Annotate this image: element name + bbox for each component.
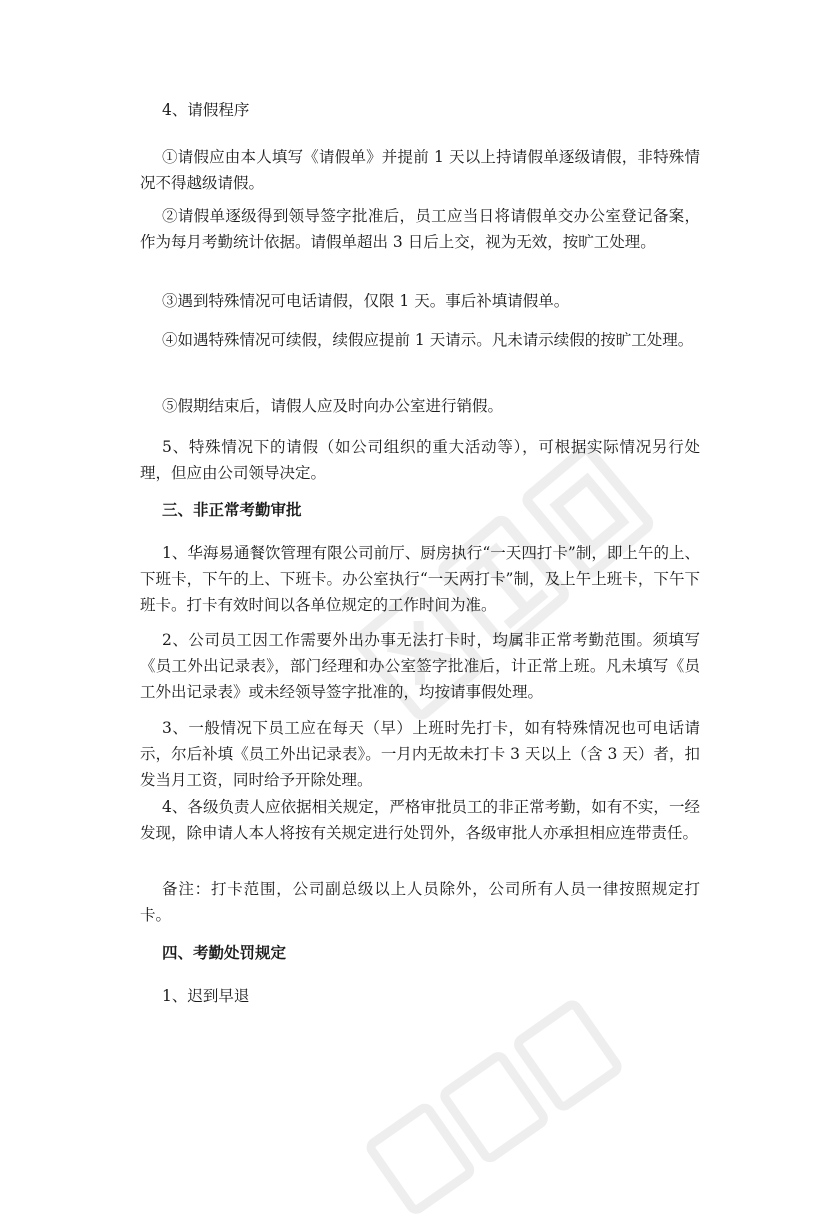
section-heading-abnormal-attendance: 三、非正常考勤审批 xyxy=(162,500,302,519)
paragraph-special-leave: 5、特殊情况下的请假（如公司组织的重大活动等），可根据实际情况另行处理，但应由公司领导决定。 xyxy=(140,438,700,482)
paragraph-leave-item-4: ④如遇特殊情况可续假，续假应提前 1 天请示。凡未请示续假的按旷工处理。 xyxy=(162,331,694,349)
paragraph-leave-procedure-title: 4、请假程序 xyxy=(162,101,250,119)
paragraph-abnormal-2: 2、公司员工因工作需要外出办事无法打卡时，均属非正常考勤范围。须填写《员工外出记录表》，部门经理和办公室签字批准后，计正常上班。凡未填写《员工外出记录表》或未经领导签字批准的，均按请事假处理。 xyxy=(140,631,700,701)
paragraph-abnormal-1: 1、华海易通餐饮管理有限公司前厅、厨房执行“一天四打卡”制，即上午的上、下班卡，下午的上、下班卡。办公室执行“一天两打卡”制，及上午上班卡，下午下班卡。打卡有效时间以各单位规定的工作时间为准。 xyxy=(140,544,700,614)
paragraph-abnormal-4: 4、各级负责人应依据相关规定，严格审批员工的非正常考勤，如有不实，一经发现，除申请人本人将按有关规定进行处罚外，各级审批人亦承担相应连带责任。 xyxy=(140,798,700,842)
paragraph-note: 备注：打卡范围，公司副总级以上人员除外，公司所有人员一律按照规定打卡。 xyxy=(140,880,700,924)
paragraph-leave-item-5: ⑤假期结束后，请假人应及时向办公室进行销假。 xyxy=(162,397,504,415)
paragraph-leave-item-1: ①请假应由本人填写《请假单》并提前 1 天以上持请假单逐级请假，非特殊情况不得越级请假。 xyxy=(140,148,700,192)
paragraph-late-early: 1、迟到早退 xyxy=(162,987,250,1005)
paragraph-leave-item-3: ③遇到特殊情况可电话请假，仅限 1 天。事后补填请假单。 xyxy=(162,292,570,310)
paragraph-leave-item-2: ②请假单逐级得到领导签字批准后，员工应当日将请假单交办公室登记备案，作为每月考勤统计依据。请假单超出 3 日后上交，视为无效，按旷工处理。 xyxy=(140,207,700,251)
section-heading-penalties: 四、考勤处罚规定 xyxy=(162,943,287,962)
watermark-logo-bottom xyxy=(330,1000,650,1220)
paragraph-abnormal-3: 3、一般情况下员工应在每天（早）上班时先打卡，如有特殊情况也可电话请示，尔后补填《员工外出记录表》。一月内无故未打卡 3 天以上（含 3 天）者，扣发当月工资，同时给予开除处理。 xyxy=(140,719,700,789)
